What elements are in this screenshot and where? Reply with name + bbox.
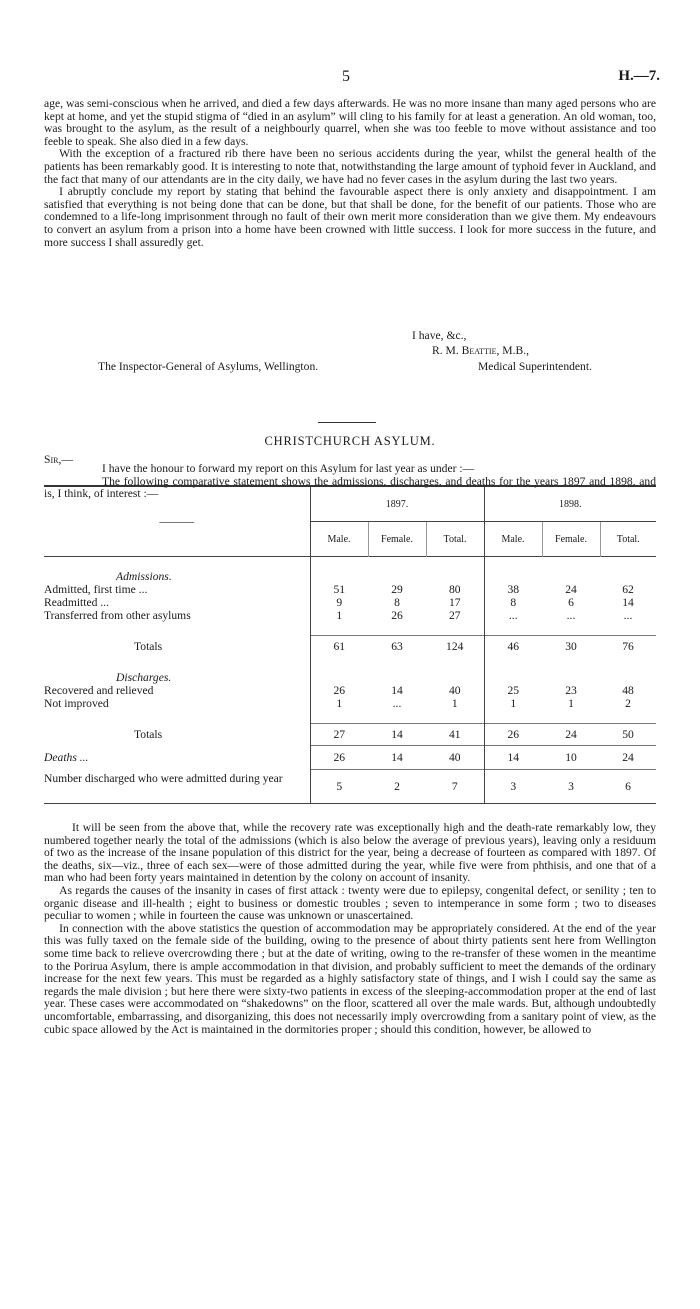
cell: ... [484, 609, 542, 622]
cell: 6 [600, 769, 656, 804]
section-heading-row [44, 570, 656, 583]
addressee: The Inspector-General of Asylums, Wellington. [98, 360, 319, 373]
spacer-row [44, 622, 656, 636]
cell: 10 [542, 745, 600, 769]
cell: 8 [484, 596, 542, 609]
cell: 46 [484, 636, 542, 658]
row-label: Number discharged who were admitted during year [44, 772, 283, 785]
cell: 2 [368, 769, 426, 804]
paragraph: I abruptly conclude my report by stating that behind the favourable aspect there is only anxiety and disappointment. I am satisfied that everything is not being done that can be done, but that shall be done, for the benefit of our patients. Those who are condemned to a life-long imprisonment through no fault of their own merit more consideration than we give them. My endeavours to convert an asylum from a prison into a home have been crowned with little success. I look for more success in the future, and more success I shall assuredly get. [44, 185, 656, 249]
christchurch-report-text [44, 822, 656, 1036]
cell: 1 [310, 609, 368, 622]
cell: 14 [484, 745, 542, 769]
cell: 2 [625, 696, 631, 710]
comparative-statistics-table [44, 485, 656, 804]
row-label: Deaths ... [44, 750, 89, 764]
cell: 41 [426, 723, 484, 745]
paragraph: age, was semi-conscious when he arrived, and died a few days afterwards. He was no more insane than many aged persons who are kept at home, and yet the stupid stigma of “died in an asylum” will cling to his family for at least a generation. An old woman, too, was brought to the asylum, as the result of a neighbourly quarrel, when she was too feeble to move without assistance and too feeble to speak. She also died in a few days. [44, 97, 656, 148]
cell: 124 [426, 636, 484, 658]
cell: 1 [484, 697, 542, 710]
cell: 3 [484, 769, 542, 804]
column-header: Total. [600, 522, 656, 557]
year-header: 1898. [484, 486, 656, 522]
cell: 27 [448, 609, 461, 622]
cell: 76 [600, 636, 656, 658]
page-number: 5 [342, 68, 350, 85]
table-row [44, 697, 656, 710]
document-reference: H.—7. [618, 68, 660, 84]
cell: 14 [368, 723, 426, 745]
cell: ... [566, 609, 576, 622]
discharged-admitted-row [44, 769, 656, 804]
section-title: CHRISTCHURCH ASYLUM. [264, 434, 436, 448]
auckland-report-text [44, 98, 656, 249]
signature-title: Medical Superintendent. [478, 360, 592, 373]
cell: 3 [542, 769, 600, 804]
cell: 61 [310, 636, 368, 658]
section-divider [318, 422, 376, 423]
paragraph: With the exception of a fractured rib there have been no serious accidents during the year, whilst the general health of the patients has been remarkably good. It is interesting to note that, notwithstanding the large amount of typhoid fever in Auckland, and the fact that many of our attendants are in the city daily, we have had no fever cases in the asylum during the last two years. [44, 147, 656, 186]
cell: 26 [484, 723, 542, 745]
cell: 30 [542, 636, 600, 658]
cell: 48 [622, 683, 634, 697]
spacer-row [44, 557, 656, 571]
cell: 5 [310, 769, 368, 804]
cell: 26 [310, 684, 368, 697]
cell: 7 [426, 769, 484, 804]
cell: 1 [310, 697, 368, 710]
cell: 24 [565, 583, 577, 596]
cell: 1 [568, 696, 574, 710]
cell: 1 [451, 696, 458, 710]
column-header: Male. [310, 522, 368, 557]
cell: 51 [310, 583, 368, 596]
column-header: Female. [368, 522, 426, 557]
cell: 17 [448, 596, 461, 609]
cell: 80 [448, 583, 461, 596]
row-label: Admitted, first time ... [44, 583, 148, 596]
page-header [0, 68, 700, 88]
column-header: Total. [426, 522, 484, 557]
cell: 40 [426, 745, 484, 769]
column-header: Male. [484, 522, 542, 557]
row-label: Not improved [44, 696, 109, 710]
cell: 25 [484, 684, 542, 697]
deaths-row [44, 745, 656, 769]
cell: 24 [542, 723, 600, 745]
cell: 9 [310, 596, 368, 609]
cell: 23 [565, 683, 577, 697]
section-heading-row [44, 671, 656, 684]
signature-name: R. M. Beattie, M.B., [432, 344, 530, 357]
row-label: Recovered and relieved [44, 683, 154, 697]
cell: 63 [368, 636, 426, 658]
cell: 29 [391, 583, 403, 596]
cell: 50 [600, 723, 656, 745]
cell: 14 [391, 683, 403, 697]
cell: 14 [368, 745, 426, 769]
row-label: Readmitted ... [44, 596, 110, 609]
table-row [44, 596, 656, 609]
table-row [44, 583, 656, 596]
paragraph: It will be seen from the above that, while the recovery rate was exceptionally high and the death-rate remarkably low, they numbered together nearly the total of the admissions (which is also below the average of previous years), leaving only a residuum of two as the increase of the insane population of this district for the year, being a decrease of fourteen as compared with 1897. Of the deaths, six—viz., three of each sex—were of those admitted during the year, while five were from phthisis, and one that of a man who had been forty years maintained in detention by the colony on account of insanity. [44, 821, 656, 885]
cell: ... [623, 609, 633, 622]
intro-line: I have the honour to forward my report on this Asylum for last year as under :— [102, 462, 475, 475]
cell: 24 [600, 745, 656, 769]
table-row [44, 609, 656, 622]
table-row [44, 684, 656, 697]
cell: ... [392, 696, 402, 710]
spacer-row [44, 658, 656, 671]
totals-row [44, 723, 656, 745]
cell: 14 [622, 596, 634, 609]
row-label: Transferred from other asylums [44, 609, 191, 622]
totals-row [44, 636, 656, 658]
year-header: 1897. [310, 486, 484, 522]
cell: 62 [622, 583, 634, 596]
section-heading: Discharges. [116, 670, 172, 684]
stub-header: ——— [44, 486, 310, 557]
cell: 26 [310, 745, 368, 769]
column-header: Female. [542, 522, 600, 557]
cell: 38 [484, 583, 542, 596]
row-label: Totals [134, 727, 163, 741]
cell: 27 [310, 723, 368, 745]
intro-line: The following comparative statement shows the admissions, discharges, and deaths for the years 1897 and 1898, and is, I think, of interest :— [44, 474, 656, 501]
closing-line: I have, &c., [412, 329, 467, 342]
paragraph: In connection with the above statistics the question of accommodation may be appropriately considered. At the end of the year this was fully taxed on the female side of the building, owing to the presence of about thirty patients sent here from Wellington some time back to relieve overcrowding there ; but at the date of writing, owing to the re-transfer of these women in the meantime to the Porirua Asylum, there is ample accommodation in that division, and probably sufficient to meet the demands of the ordinary increase for the next few years. This must be regarded as a highly satisfactory state of things, and I wish I could say the same as regards the male division ; but here there were sixty-two patients in excess of the sleeping-accommodation proper at the end of last year. These cases were accommodated on “shakedowns” on the floor, scattered all over the male wards. But, although undoubtedly uncomfortable, embarrassing, and disorganizing, this does not necessarily imply overcrowding from a sanitary point of view, as the cubic space allowed by the Act is maintained in the dormitories proper ; should this condition, however, be allowed to [44, 921, 656, 1036]
salutation: Sir,— [44, 453, 73, 466]
section-heading: Admissions. [116, 570, 172, 583]
cell: 6 [568, 596, 574, 609]
cell: 26 [391, 609, 403, 622]
table-header-row [44, 486, 656, 522]
paragraph: As regards the causes of the insanity in cases of first attack : twenty were due to epilepsy, congenital defect, or senility ; ten to organic disease and ill-health ; eight to business or domestic troubles ; seven to intemperance in some form ; two to diseases peculiar to women ; while in fourteen the cause was unknown or unascertained. [44, 883, 656, 923]
cell: 40 [448, 683, 461, 697]
spacer-row [44, 710, 656, 724]
row-label: Totals [134, 640, 163, 653]
cell: 8 [394, 596, 400, 609]
